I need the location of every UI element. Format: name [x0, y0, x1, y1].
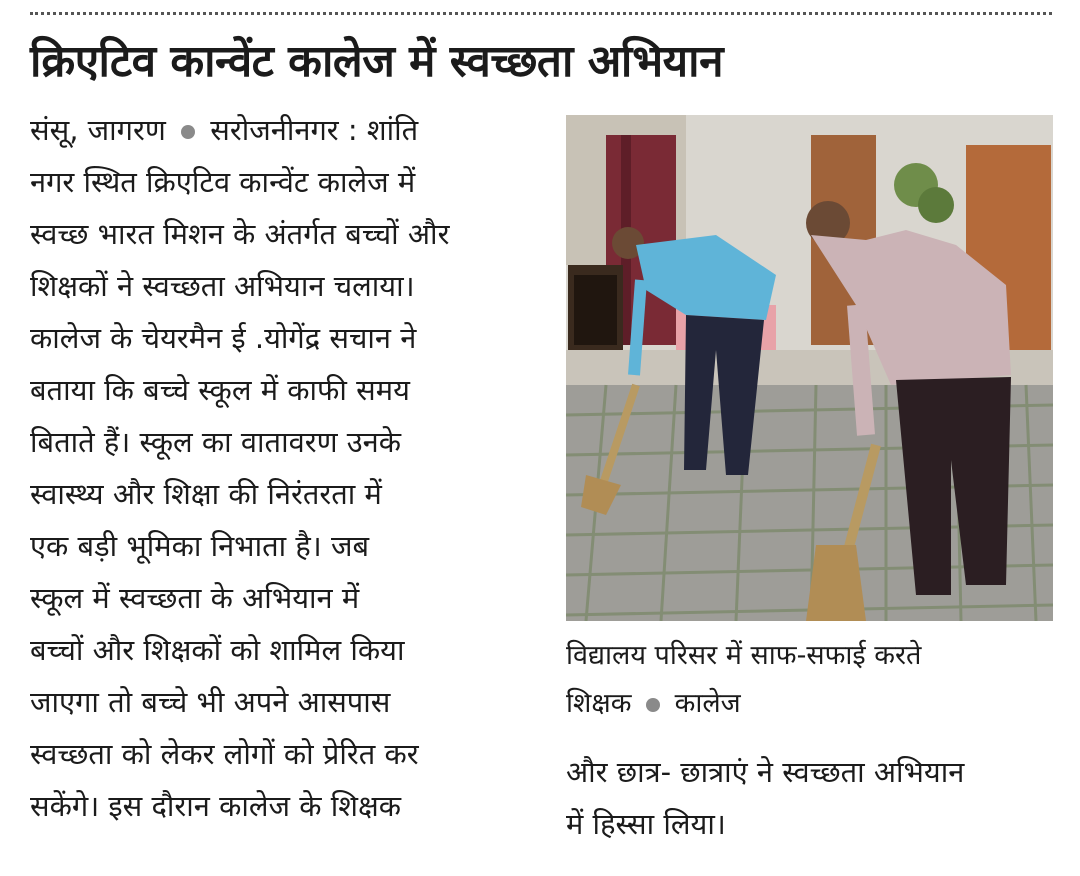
photo-credit: कालेज	[674, 688, 741, 719]
byline-source: संसू, जागरण	[30, 113, 166, 147]
article-body	[30, 104, 550, 832]
article-continuation	[566, 746, 1056, 850]
body-line: शिक्षकों ने स्वच्छता अभियान चलाया।	[30, 269, 415, 303]
caption-line-1: विद्यालय परिसर में साफ-सफाई करते	[566, 640, 922, 671]
photo-caption	[566, 632, 1056, 728]
caption-text: शिक्षक	[566, 688, 632, 719]
caption-line-2	[566, 680, 1056, 728]
byline-place: सरोजनीनगर : शांति	[210, 113, 419, 147]
bullet-icon	[181, 125, 195, 139]
body-line: जाएगा तो बच्चे भी अपने आसपास	[30, 685, 391, 719]
body-line: स्वास्थ्य और शिक्षा की निरंतरता में	[30, 477, 382, 511]
body-line: बताया कि बच्चे स्कूल में काफी समय	[30, 373, 410, 407]
news-photo	[566, 115, 1053, 621]
continuation-line: में हिस्सा लिया।	[566, 807, 726, 841]
continuation-line: और छात्र- छात्राएं ने स्वच्छता अभियान	[566, 755, 965, 789]
body-line: स्वच्छता को लेकर लोगों को प्रेरित कर	[30, 737, 419, 771]
body-line: बिताते हैं। स्कूल का वातावरण उनके	[30, 425, 402, 459]
body-line: एक बड़ी भूमिका निभाता है। जब	[30, 529, 370, 563]
body-line: बच्चों और शिक्षकों को शामिल किया	[30, 633, 405, 667]
bullet-icon	[646, 698, 660, 712]
body-line: कालेज के चेयरमैन ई .योगेंद्र सचान ने	[30, 321, 417, 355]
body-line: स्कूल में स्वच्छता के अभियान में	[30, 581, 360, 615]
body-line: स्वच्छ भारत मिशन के अंतर्गत बच्चों और	[30, 217, 450, 251]
byline-line	[30, 104, 550, 156]
body-line: नगर स्थित क्रिएटिव कान्वेंट कालेज में	[30, 165, 416, 199]
body-line: सकेंगे। इस दौरान कालेज के शिक्षक	[30, 789, 402, 823]
top-dotted-rule	[30, 12, 1052, 15]
headline: क्रिएटिव कान्वेंट कालेज में स्वच्छता अभियान	[30, 36, 723, 87]
